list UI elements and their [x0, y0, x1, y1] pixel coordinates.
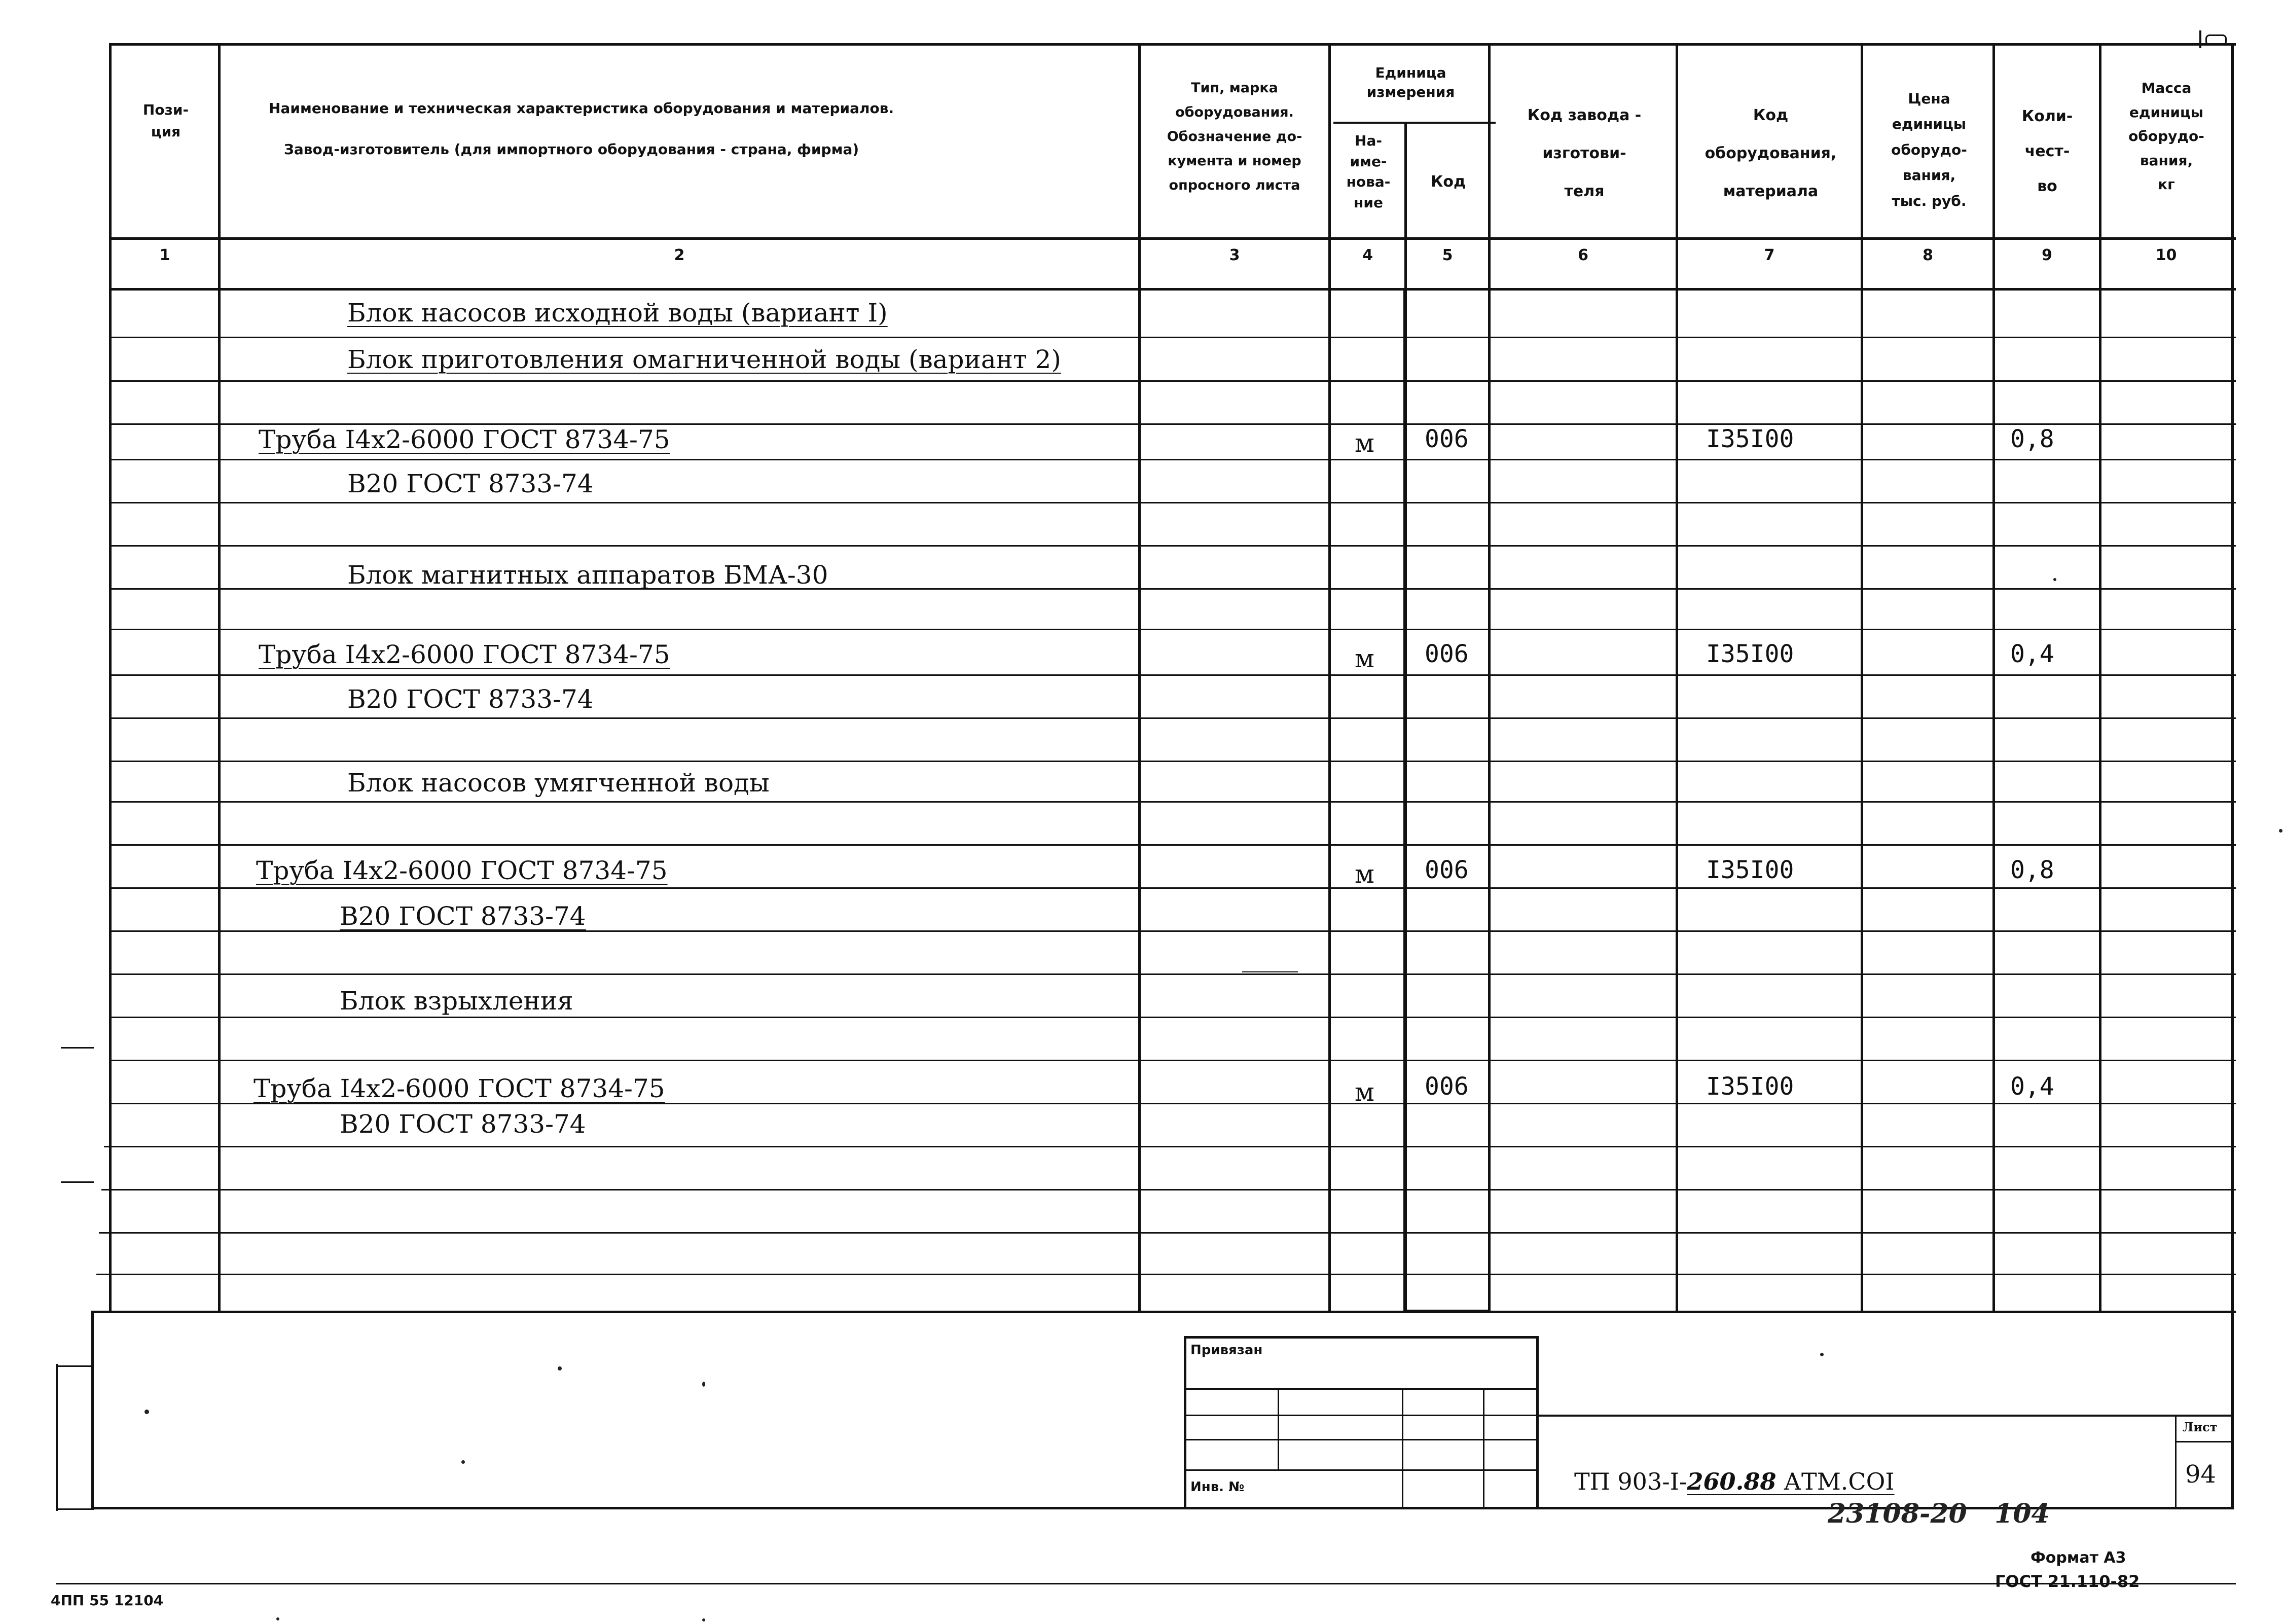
row-12-qty: 0,4	[2010, 1072, 2054, 1101]
row-5-name: Блок магнитных аппаратов БМА-30	[347, 560, 828, 590]
header-col6: Код завода - изготови- теля	[1527, 106, 1642, 200]
colnum-7: 7	[1764, 246, 1775, 264]
row-12-name: Труба I4x2-6000 ГОСТ 8734-75	[253, 1074, 665, 1103]
row-9-unit: м	[1355, 859, 1374, 889]
header-col8: Цена единицы оборудо- вания, тыс. руб.	[1891, 90, 1967, 209]
colnum-2: 2	[674, 246, 685, 264]
row-9-unit-code: 006	[1425, 856, 1469, 884]
header-bottom	[109, 237, 2236, 240]
col-divider-6	[1676, 43, 1678, 1313]
outer-bottom-line	[56, 1583, 2236, 1584]
left-archive-code: 4ПП 55 12104	[51, 1592, 164, 1609]
header-unit-group: Единица измерения	[1366, 64, 1455, 100]
colnum-8: 8	[1923, 246, 1933, 264]
col-divider-5	[1488, 43, 1491, 1313]
row-6-unit-code: 006	[1425, 640, 1469, 668]
frame-right	[2231, 43, 2234, 1509]
row-3-unit-code: 006	[1425, 425, 1469, 453]
row-1-name: Блок насосов исходной воды (вариант I)	[347, 298, 888, 328]
row-9-material-code: I35I00	[1706, 856, 1794, 884]
row-6-name: Труба I4x2-6000 ГОСТ 8734-75	[259, 640, 670, 669]
header-col5: Код	[1430, 173, 1466, 191]
row-9-name: Труба I4x2-6000 ГОСТ 8734-75	[256, 856, 668, 885]
header-col2: Наименование и техническая характеристика оборудования и материалов. Завод-изготовитель (для импортного оборудования - страна, фирма)	[269, 100, 894, 158]
stamp-attached-label: Привязан	[1190, 1343, 1263, 1358]
header-col7: Код оборудования, материала	[1705, 106, 1837, 200]
colnum-bottom	[109, 288, 2236, 291]
col-divider-9	[2099, 43, 2101, 1313]
gost-label: ГОСТ 21.110-82	[1995, 1572, 2140, 1591]
doc-code: ТП 903-I-260.88 АТМ.СОI	[1574, 1468, 1895, 1495]
header-col1: Пози- ция	[142, 101, 189, 140]
header-col10: Масса единицы оборудо- вания, кг	[2128, 80, 2204, 193]
row-6-material-code: I35I00	[1706, 640, 1794, 668]
corner-mark	[2199, 30, 2201, 48]
handwritten-archive-number: 23108-20 104	[1828, 1498, 2050, 1529]
row-4-name: В20 ГОСТ 8733-74	[347, 469, 594, 498]
row-10-name: В20 ГОСТ 8733-74	[340, 901, 586, 931]
stamp-inv-label: Инв. №	[1190, 1479, 1245, 1495]
colnum-1: 1	[159, 246, 170, 264]
row-3-material-code: I35I00	[1706, 425, 1794, 453]
frame-left	[109, 43, 112, 1313]
col-divider-2	[1138, 43, 1141, 1313]
table-bottom	[94, 1311, 2236, 1313]
row-6-unit: м	[1355, 644, 1374, 673]
row-11-name: Блок взрыхления	[340, 986, 573, 1016]
sheet-label: Лист	[2183, 1420, 2218, 1434]
colnum-3: 3	[1229, 246, 1240, 264]
format-label: Формат А3	[2031, 1549, 2126, 1567]
row-12-unit: м	[1355, 1077, 1374, 1107]
row-2-name: Блок приготовления омагниченной воды (вариант 2)	[347, 345, 1061, 374]
col-divider-4	[1404, 122, 1407, 299]
row-6-qty: 0,4	[2010, 640, 2054, 668]
row-12-unit-code: 006	[1425, 1072, 1469, 1101]
row-7-name: В20 ГОСТ 8733-74	[347, 684, 594, 714]
row-13-name: В20 ГОСТ 8733-74	[340, 1109, 586, 1139]
colnum-10: 10	[2155, 246, 2177, 264]
row-8-name: Блок насосов умягченной воды	[347, 768, 770, 798]
col-divider-7	[1861, 43, 1863, 1313]
col-divider-1	[218, 43, 221, 1313]
colnum-9: 9	[2042, 246, 2052, 264]
header-col3: Тип, марка оборудования. Обозначение до- кумента и номер опросного листа	[1167, 80, 1302, 194]
col-divider-8	[1992, 43, 1995, 1313]
colnum-5: 5	[1442, 246, 1453, 264]
row-9-qty: 0,8	[2010, 856, 2054, 884]
row-3-qty: 0,8	[2010, 425, 2054, 453]
header-col9: Коли- чест- во	[2021, 107, 2073, 195]
sheet-number: 94	[2185, 1460, 2217, 1489]
row-12-material-code: I35I00	[1706, 1072, 1794, 1101]
col-divider-3	[1328, 43, 1331, 1313]
colnum-6: 6	[1578, 246, 1588, 264]
row-3-unit: м	[1355, 428, 1374, 458]
colnum-4: 4	[1362, 246, 1373, 264]
unit-group-divider	[1333, 122, 1496, 124]
frame-top	[109, 43, 2236, 46]
row-3-name: Труба I4x2-6000 ГОСТ 8734-75	[259, 425, 670, 454]
header-col4: На- име- нова- ние	[1346, 132, 1391, 211]
